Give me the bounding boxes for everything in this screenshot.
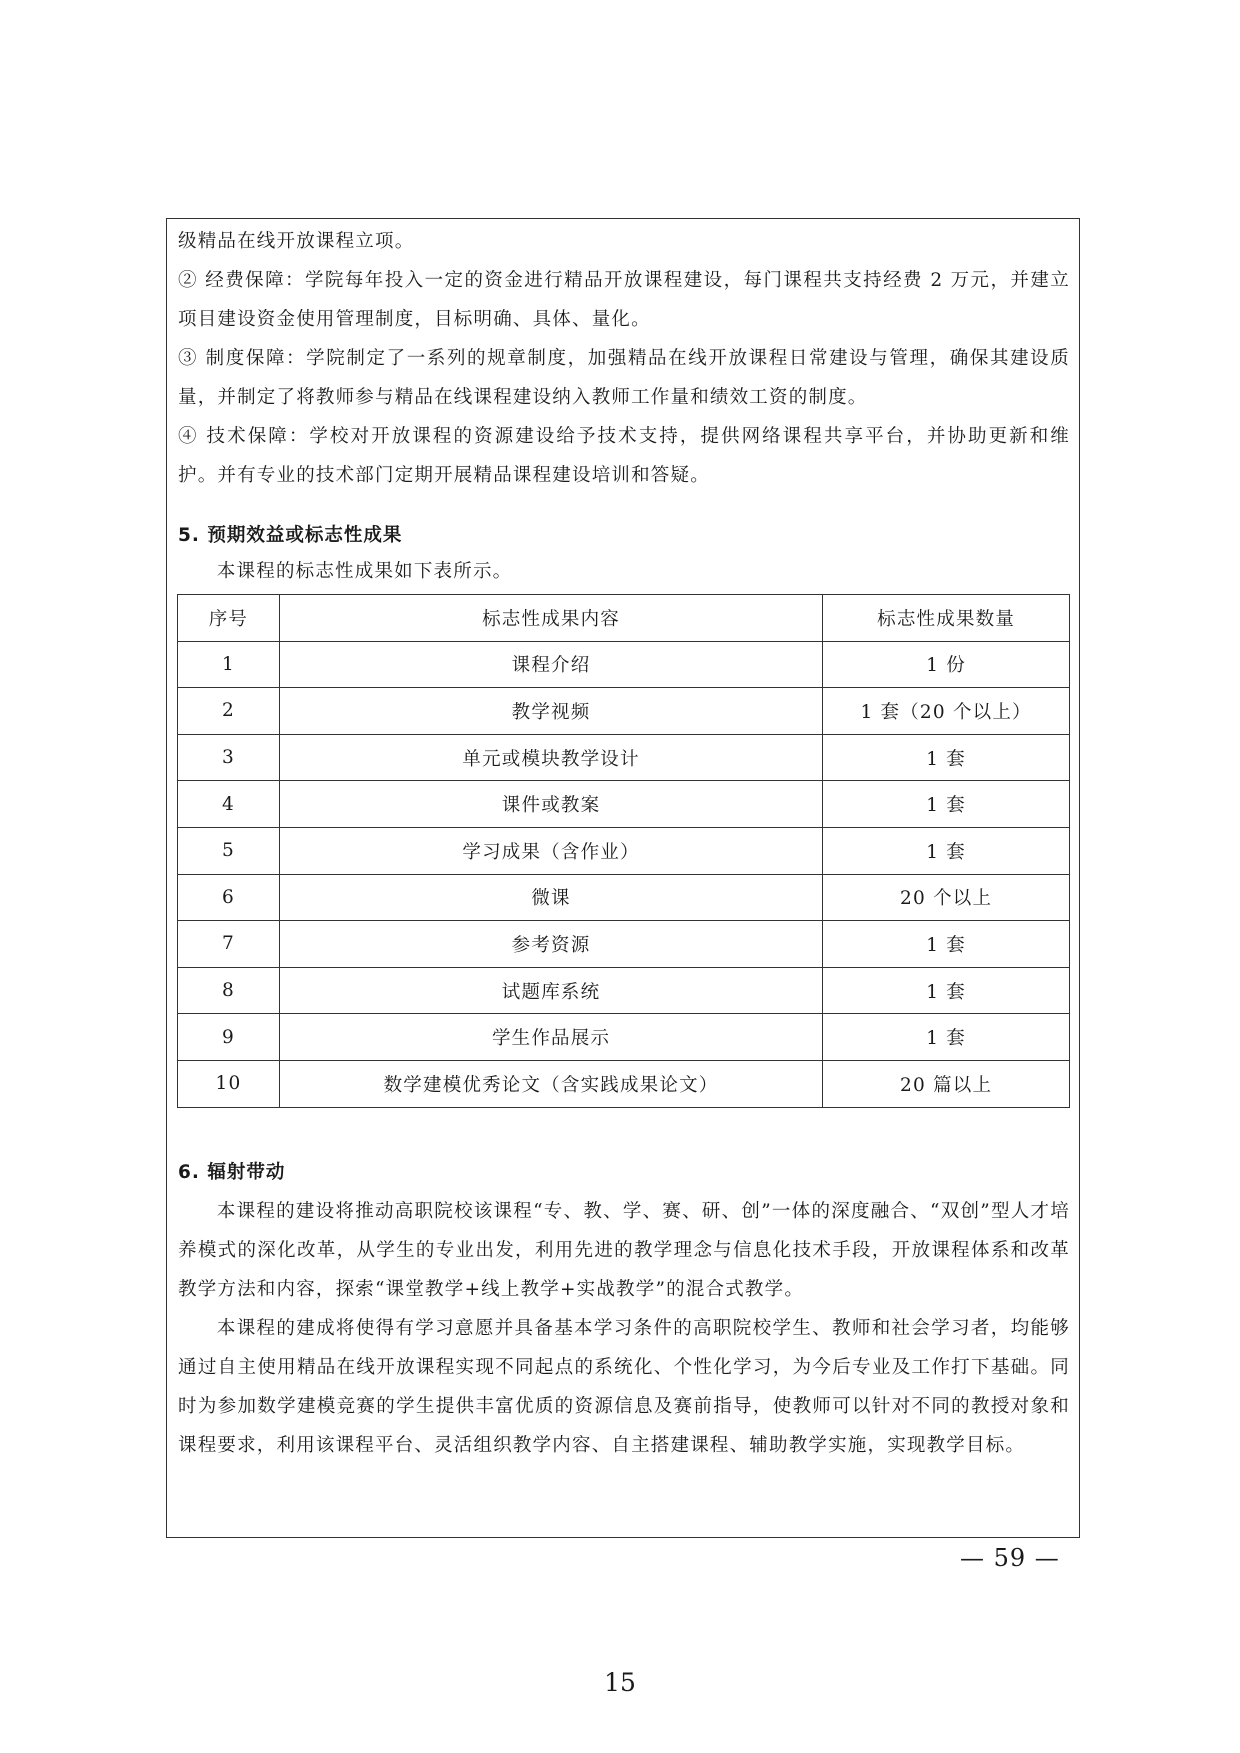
cell-content: 学生作品展示 — [279, 1014, 822, 1061]
cell-index: 7 — [178, 921, 280, 968]
cell-content: 课件或教案 — [279, 781, 822, 828]
cell-content: 参考资源 — [279, 921, 822, 968]
paragraph-regulation: ③ 制度保障：学院制定了一系列的规章制度，加强精品在线开放课程日常建设与管理，确保其建设质量，并制定了将教师参与精品在线课程建设纳入教师工作量和绩效工资的制度。 — [178, 348, 1070, 408]
cell-quantity: 1 套 — [823, 967, 1070, 1014]
header-index: 序号 — [178, 595, 280, 642]
table-row — [178, 734, 1070, 781]
paragraph-tech: ④ 技术保障：学校对开放课程的资源建设给予技术支持，提供网络课程共享平台，并协助更新和维护。并有专业的技术部门定期开展精品课程建设培训和答疑。 — [178, 426, 1070, 486]
cell-content: 单元或模块教学设计 — [279, 734, 822, 781]
header-content: 标志性成果内容 — [279, 595, 822, 642]
table-row — [178, 688, 1070, 735]
table-row — [178, 967, 1070, 1014]
table-row — [178, 874, 1070, 921]
cell-quantity: 1 套 — [823, 1014, 1070, 1061]
cell-content: 微课 — [279, 874, 822, 921]
cell-index: 3 — [178, 734, 280, 781]
cell-quantity: 1 套 — [823, 827, 1070, 874]
cell-index: 6 — [178, 874, 280, 921]
table-row — [178, 641, 1070, 688]
section-5-intro: 本课程的标志性成果如下表所示。 — [216, 561, 513, 582]
cell-quantity: 20 篇以上 — [823, 1060, 1070, 1107]
section-5-title: 5. 预期效益或标志性成果 — [178, 525, 403, 546]
cell-index: 9 — [178, 1014, 280, 1061]
paragraph-funding: ② 经费保障：学院每年投入一定的资金进行精品开放课程建设，每门课程共支持经费 2 万元，并建立项目建设资金使用管理制度，目标明确、具体、量化。 — [178, 270, 1070, 330]
results-table — [177, 594, 1070, 1108]
section-6-paragraph-2: 本课程的建成将使得有学习意愿并具备基本学习条件的高职院校学生、教师和社会学习者，均能够通过自主使用精品在线开放课程实现不同起点的系统化、个性化学习，为今后专业及工作打下基础。同时为参加数学建模竞赛的学生提供丰富优质的资源信息及赛前指导，使教师可以针对不同的教授对象和课程要求，利用该课程平台、灵活组织教学内容、自主搭建课程、辅助教学实施，实现教学目标。 — [178, 1318, 1070, 1456]
cell-content: 教学视频 — [279, 688, 822, 735]
cell-index: 10 — [178, 1060, 280, 1107]
section-6-title: 6. 辐射带动 — [178, 1162, 286, 1183]
section-6 — [178, 1154, 1070, 1465]
cell-content: 数学建模优秀论文（含实践成果论文） — [279, 1060, 822, 1107]
table-row — [178, 1014, 1070, 1061]
inner-page-number: — 59 — — [960, 1544, 1060, 1572]
header-quantity: 标志性成果数量 — [823, 595, 1070, 642]
cell-content: 学习成果（含作业） — [279, 827, 822, 874]
document-body — [178, 222, 1070, 495]
cell-index: 5 — [178, 827, 280, 874]
cell-quantity: 1 套 — [823, 781, 1070, 828]
cell-quantity: 20 个以上 — [823, 874, 1070, 921]
table-row — [178, 921, 1070, 968]
cell-content: 课程介绍 — [279, 641, 822, 688]
paragraph-continuation: 级精品在线开放课程立项。 — [178, 231, 415, 252]
cell-quantity: 1 套 — [823, 921, 1070, 968]
cell-index: 4 — [178, 781, 280, 828]
cell-quantity: 1 套 — [823, 734, 1070, 781]
table-row — [178, 827, 1070, 874]
outer-page-number: 15 — [604, 1668, 636, 1697]
cell-index: 2 — [178, 688, 280, 735]
cell-quantity: 1 套（20 个以上） — [823, 688, 1070, 735]
cell-index: 8 — [178, 967, 280, 1014]
table-header-row — [178, 595, 1070, 642]
cell-index: 1 — [178, 641, 280, 688]
section-5 — [178, 518, 1070, 590]
table-row — [178, 1060, 1070, 1107]
cell-content: 试题库系统 — [279, 967, 822, 1014]
section-6-paragraph-1: 本课程的建设将推动高职院校该课程“专、教、学、赛、研、创”一体的深度融合、“双创”型人才培养模式的深化改革，从学生的专业出发，利用先进的教学理念与信息化技术手段，开放课程体系和改革教学方法和内容，探索“课堂教学+线上教学+实战教学”的混合式教学。 — [178, 1201, 1070, 1300]
cell-quantity: 1 份 — [823, 641, 1070, 688]
table-row — [178, 781, 1070, 828]
